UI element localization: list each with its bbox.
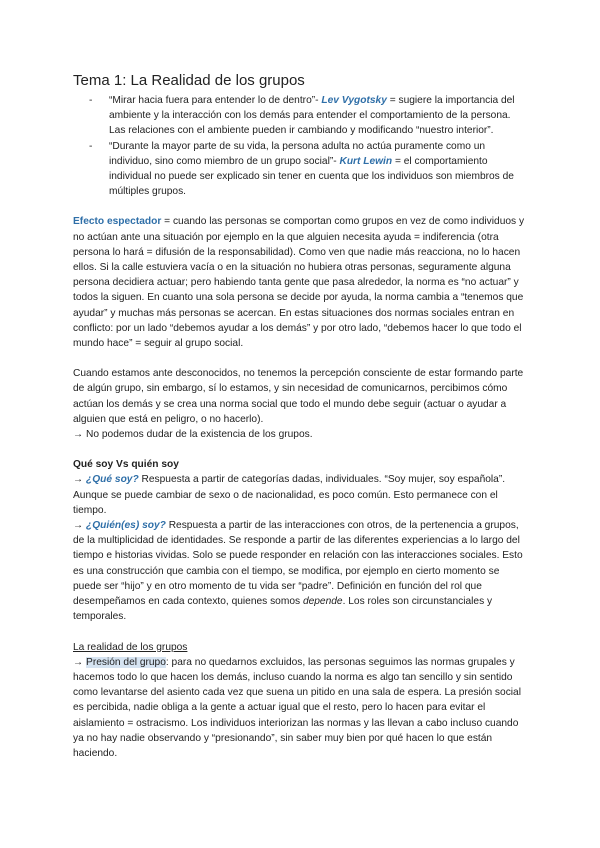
quien-soy-term: ¿Quién(es) soy?	[86, 520, 166, 532]
efecto-espectador-term: Efecto espectador	[73, 216, 162, 228]
desconocidos-paragraph: Cuando estamos ante desconocidos, no tenemos la percepción consciente de estar formando parte de algún grupo, sin embargo, sí lo estamos, y sin necesidad de comunicarnos, percibimos cómo actúan los demás y se crea una norma social que todo el mundo debe seguir (actuar o ayudar a alguien que está en peligro, o no hacerlo).	[73, 368, 524, 425]
arrow-icon: →	[73, 656, 87, 668]
efecto-espectador-paragraph	[73, 214, 525, 351]
realidad-heading: La realidad de los grupos	[73, 641, 188, 653]
que-soy-item	[73, 472, 525, 518]
quien-soy-item	[73, 518, 525, 624]
presion-grupo-term: Presión del grupo	[86, 656, 166, 668]
desconocidos-conclusion: → No podemos dudar de la existencia de los grupos.	[73, 429, 313, 441]
author-name: Kurt Lewin	[339, 155, 393, 167]
que-soy-term: ¿Qué soy?	[86, 474, 139, 486]
author-name: Lev Vygotsky	[321, 95, 387, 106]
quote-text: “Mirar hacia fuera para entender lo de dentro”-	[109, 95, 322, 106]
presion-grupo-paragraph	[73, 655, 525, 761]
list-item	[73, 93, 525, 139]
document-content	[73, 71, 525, 761]
quote-text: “Durante la mayor parte de su vida, la persona adulta no actúa puramente como un individuo, sino como miembro de un grupo social”-	[109, 140, 486, 167]
quien-soy-italic: depende	[302, 596, 343, 608]
dash-bullet: -	[89, 140, 93, 152]
quien-soy-text-end: . Los roles son circunstanciales y temporales.	[73, 596, 493, 623]
arrow-icon: →	[73, 520, 87, 532]
que-soy-text: Respuesta a partir de categorías dadas, individuales. “Soy mujer, soy española”. Aunque se puede cambiar de sexo o de nacionalidad, es poco común. Esto permanece con el tiempo.	[73, 474, 506, 516]
list-item	[73, 139, 525, 200]
document-title: Tema 1: La Realidad de los grupos	[73, 72, 305, 89]
quien-soy-text: Respuesta a partir de las interacciones con otros, de la pertenencia a grupos, de la multiplicidad de identidades. Se responde a partir de las diferentes experiencias a lo largo del tiempo e historias vividas. Solo se puede responder en relación con las interacciones sociales. Esto es una construcción que cambia con el tiempo, se modifica, por ejemplo en cierto momento se puede ser “hijo” y en otro momento de tu vida ser “padre”. Definición en función del rol que desempeñamos en cada contexto, quienes somos	[73, 520, 523, 608]
quote-explanation: = sugiere la importancia del ambiente y la interacción con los demás para entender el comportamiento de la persona. Las relaciones con el ambiente pueden ir cambiando y modificando “nuestro interior”.	[109, 95, 515, 137]
quote-list	[73, 93, 525, 199]
dash-bullet: -	[89, 95, 93, 106]
presion-grupo-text: : para no quedarnos excluidos, las personas seguimos las normas grupales y hacemos todo lo que hacen los demás, incluso cuando la norma es algo tan sencillo y sin sentido como levantarse del asiento cada vez que suena un pitido en una sala de espera. La presión social es percibida, nadie obliga a la gente a actuar igual que el resto, pero lo hacen para evitar el aislamiento = ostracismo. Los individuos interiorizan las normas y las llevan a cabo incluso cuando ya no hay nadie observando y “presionando”, sin saber muy bien por qué hacen lo que están haciendo.	[73, 656, 521, 759]
efecto-espectador-text: = cuando las personas se comportan como grupos en vez de como individuos y no actúan ante una situación por ejemplo en la que alguien necesita ayuda = indiferencia (otra persona lo hará = difusión de la responsabilidad). Como ven que nadie más reacciona, no lo hacen ellos. Si la calle estuviera vacía o en la situación no hubiera otras personas, seguramente alguna persona decidiera actuar; pero habiendo tanta gente que pasa alrededor, la norma es “no actuar” y todos la siguen. En cuanto una sola persona se decide por ayuda, la norma cambia a “tenemos que ayudar” y muchas más personas se acercan. En estas situaciones dos normas sociales entran en conflicto: por un lado “debemos ayudar a los demás” y por otro lado, “debemos hacer lo que todo el mundo hace” = seguir al grupo social.	[73, 216, 525, 350]
quote-explanation: = el comportamiento individual no puede ser explicado sin tener en cuenta que los individuos son miembros de múltiples grupos.	[109, 155, 514, 198]
arrow-icon: →	[73, 474, 87, 486]
quesoy-heading: Qué soy Vs quién soy	[73, 459, 179, 471]
